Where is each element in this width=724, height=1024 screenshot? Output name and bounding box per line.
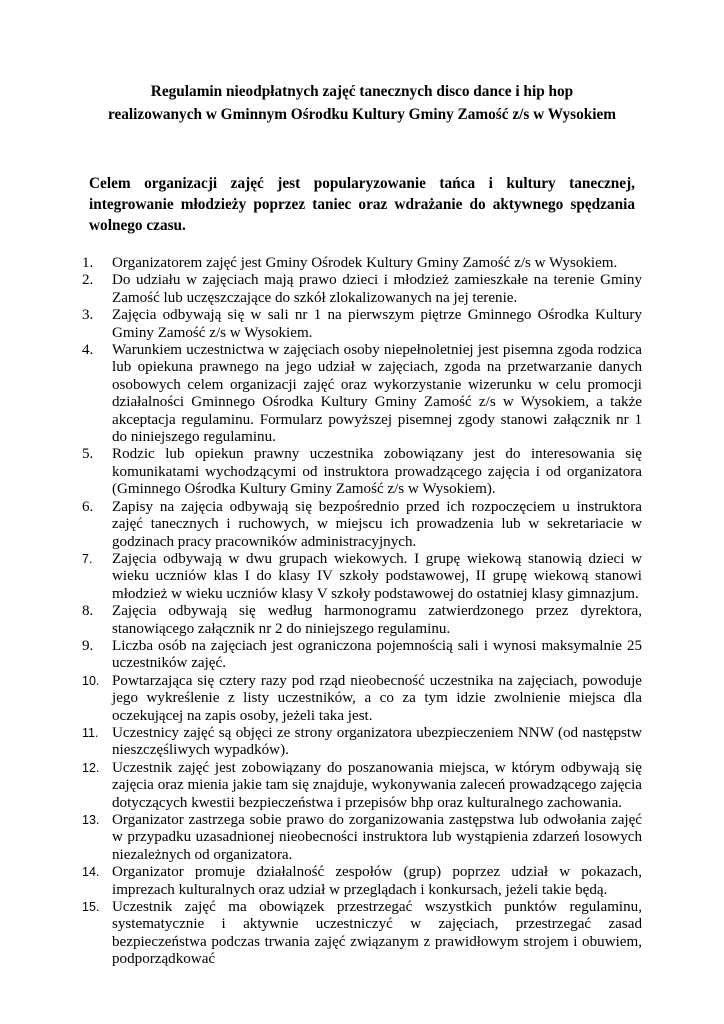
rule-number: 13. [82,813,100,827]
rule-text: Rodzic lub opiekun prawny uczestnika zobowiązany jest do interesowania się komunikatami wychodzącymi od instruktora prowadzącego zajęcia i od organizatora (Gminnego Ośrodka Kultury Gminy Zamość z/s w Wysokiem). [112,446,642,498]
rule-item-4 [82,342,642,446]
rule-item-2 [82,272,642,307]
rule-text: Powtarzająca się cztery razy pod rząd nieobecność uczestnika na zajęciach, powoduje jego wykreślenie z listy uczestników, a co za tym idzie zwolnienie miejsca dla oczekującej na zapis osoby, jeżeli taka jest. [112,672,642,724]
rule-text: Zajęcia odbywają w dwu grupach wiekowych. I grupę wiekową stanowią dzieci w wieku uczniów klas I do klasy IV szkoły podstawowej, II grupę wiekową stanowi młodzież w wieku uczniów klasy V szkoły podstawowej do ostatniej klasy gimnazjum. [112,550,642,602]
rule-text: Warunkiem uczestnictwa w zajęciach osoby niepełnoletniej jest pisemna zgoda rodzica lub opiekuna prawnego na jego udział w zajęciach, zgoda na przetwarzanie danych osobowych celem organizacji zajęć oraz wykorzystanie wizerunku w celu promocji działalności Gminnego Ośrodka Kultury Gminy Zamość z/s w Wysokiem, a także akceptacja regulaminu. Formularz powyższej pisemnej zgody stanowi załącznik nr 1 do niniejszego regulaminu. [112,342,642,446]
rule-item-3 [82,307,642,342]
rule-number: 7. [82,551,93,566]
rule-text: Organizator promuje działalność zespołów (grup) poprzez udział w pokazach, imprezach kulturalnych oraz udział w przeglądach i konkursach, jeżeli takie będą. [112,864,642,898]
rule-item-9 [82,638,642,673]
rule-number: 1. [82,255,94,271]
rule-item-1 [82,255,642,272]
rule-item-10 [82,673,642,725]
rule-item-15 [82,899,642,969]
rule-item-13 [82,812,642,864]
rule-number: 3. [82,307,94,324]
document-title [60,80,664,126]
intro-paragraph: Celem organizacji zajęć jest popularyzowanie tańca i kultury tanecznej, integrowanie młodzieży poprzez taniec oraz wdrażanie do aktywnego spędzania wolnego czasu. [89,175,635,234]
rule-text: Liczba osób na zajęciach jest ograniczona pojemnością sali i wynosi maksymalnie 25 uczestników zajęć. [112,637,642,672]
rule-item-11 [82,725,642,760]
rule-item-7 [82,551,642,603]
rule-number: 15. [82,900,100,915]
rule-number: 9. [82,637,94,654]
rule-item-12 [82,760,642,812]
rule-number: 8. [82,603,94,620]
rule-text: Zajęcia odbywają się w sali nr 1 na pierwszym piętrze Gminnego Ośrodka Kultury Gminy Zamość z/s w Wysokiem. [112,307,642,341]
rule-item-8 [82,603,642,638]
rule-number: 5. [82,446,94,463]
rule-text: Zajęcia odbywają się według harmonogramu zatwierdzonego przez dyrektora, stanowiącego załącznik nr 2 do niniejszego regulaminu. [112,603,642,637]
rule-text: Uczestnicy zajęć są objęci ze strony organizatora ubezpieczeniem NNW (od następstw nieszczęśliwych wypadków). [112,724,642,759]
rule-text: Organizatorem zajęć jest Gminy Ośrodek Kultury Gminy Zamość z/s w Wysokiem. [112,255,618,271]
rule-text: Do udziału w zajęciach mają prawo dzieci i młodzież zamieszkałe na terenie Gminy Zamość lub uczęszczające do szkół zlokalizowanych na jej terenie. [112,272,642,306]
rule-text: Zapisy na zajęcia odbywają się bezpośrednio przed ich rozpoczęciem u instruktora zajęć tanecznych i ruchowych, w miejscu ich prowadzenia lub w sekretariacie w godzinach pracy pracowników administracyjnych. [112,498,642,550]
rule-number: 2. [82,272,94,289]
rule-number: 4. [82,342,94,359]
rule-text: Organizator zastrzega sobie prawo do zorganizowania zastępstwa lub odwołania zajęć w przypadku uzasadnionej nieobecności instruktora lub wystąpienia zdarzeń losowych niezależnych od organizatora. [112,812,642,863]
rule-item-5 [82,446,642,498]
title-line-2: realizowanych w Gminnym Ośrodku Kultury Gminy Zamość z/s w Wysokiem [107,106,617,123]
rule-item-14 [82,864,642,899]
rule-number: 10. [82,673,100,688]
rule-number: 14. [82,865,100,880]
rule-text: Uczestnik zajęć jest zobowiązany do poszanowania miejsca, w którym odbywają się zajęcia oraz mienia jakie tam się znajduje, wykonywania zaleceń prowadzącego zajęcia dotyczących kwestii bezpieczeństwa i przepisów bhp oraz kulturalnego zachowania. [112,759,642,811]
rule-number: 6. [82,498,94,515]
rule-number: 11. [82,725,99,740]
title-line-1: Regulamin nieodpłatnych zajęć tanecznych disco dance i hip hop [150,83,574,100]
rule-number: 12. [82,760,100,775]
rules-list [82,255,642,969]
rule-text: Uczestnik zajęć ma obowiązek przestrzegać wszystkich punktów regulaminu, systematycznie i aktywnie uczestniczyć w zajęciach, przestrzegać zasad bezpieczeństwa podczas trwania zajęć związanym z prawidłowym strojem i obuwiem, podporządkować [112,899,642,968]
rule-item-6 [82,499,642,551]
